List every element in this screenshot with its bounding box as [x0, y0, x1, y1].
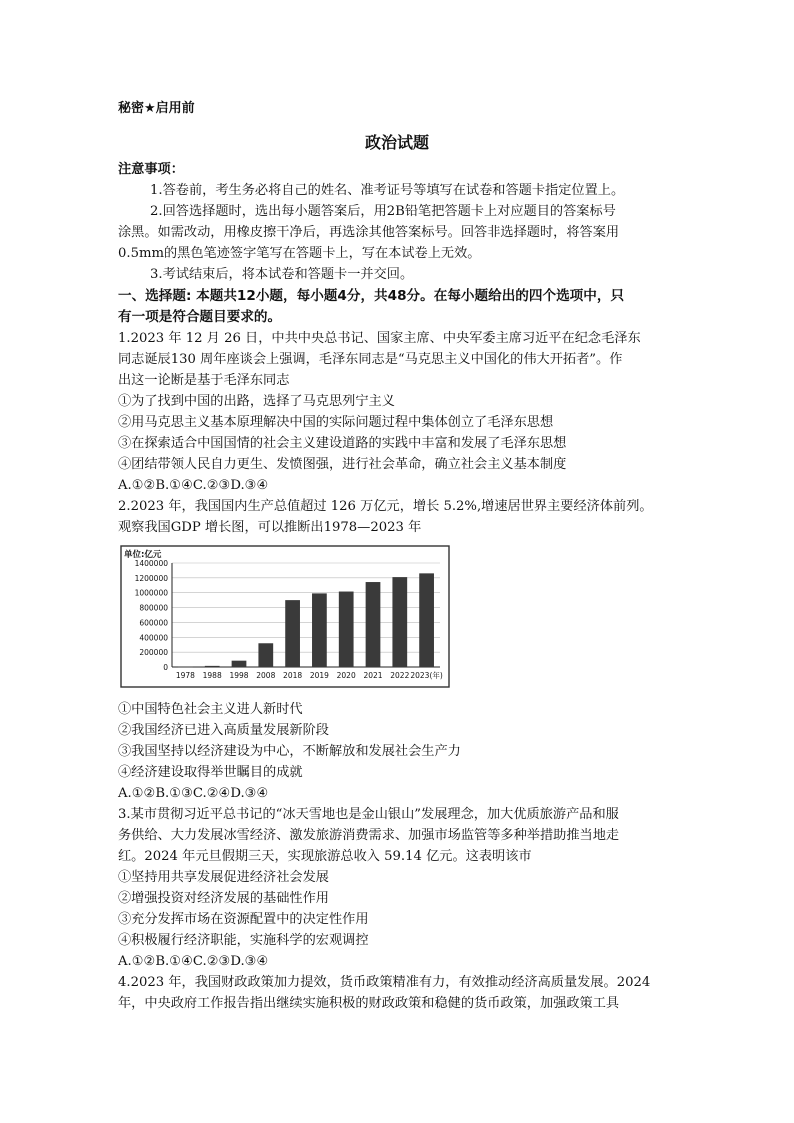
q2-stem: 观察我国GDP 增长图，可以推断出1978—2023 年 [118, 520, 422, 535]
q1-option: ②用马克思主义基本原理解决中国的实际问题过程中集体创立了毛泽东思想 [118, 415, 554, 430]
q2-answers: A.①②B.①③C.②④D.③④ [118, 786, 269, 801]
q1-stem: 同志诞辰130 周年座谈会上强调，毛泽东同志是“马克思主义中国化的伟大开拓者”。作 [118, 352, 623, 367]
chart-bar [419, 573, 434, 667]
q1-option: ④团结带领人民自力更生、发愤图强，进行社会革命，确立社会主义基本制度 [118, 457, 567, 472]
q2-option: ②我国经济已进入高质量发展新阶段 [118, 723, 329, 738]
chart-bar [285, 600, 300, 667]
notice-heading: 注意事项： [118, 162, 184, 177]
chart-x-tick-label: 2019 [309, 671, 329, 680]
chart-bar [366, 582, 381, 667]
chart-y-tick-label: 600000 [139, 618, 168, 628]
notice-line: 3.考试结束后，将本试卷和答题卡一并交回。 [150, 267, 414, 282]
chart-bar [232, 661, 247, 667]
chart-bar [178, 667, 193, 668]
q1-answers: A.①②B.①④C.②③D.③④ [118, 478, 269, 493]
notice-line: 涂黑。如需改动，用橡皮擦干净后，再选涂其他答案标号。回答非选择题时，将答案用 [118, 225, 620, 240]
chart-x-tick-label: 2021 [363, 671, 383, 680]
q1-stem: 1.2023 年 12 月 26 日，中共中央总书记、国家主席、中央军委主席习近平在纪念毛泽东 [118, 331, 641, 346]
gdp-bar-chart [120, 545, 450, 688]
q3-stem: 红。2024 年元旦假期三天，实现旅游总收入 59.14 亿元。这表明该市 [118, 849, 532, 864]
section-heading: 一、选择题: 本题共12小题，每小题4分，共48分。在每小题给出的四个选项中，只 [118, 288, 625, 304]
chart-x-tick-label: 1988 [202, 671, 222, 680]
q4-stem: 年，中央政府工作报告指出继续实施积极的财政政策和稳健的货币政策，加强政策工具 [118, 996, 620, 1011]
chart-y-tick-label: 0 [163, 663, 168, 672]
q1-stem: 出这一论断是基于毛泽东同志 [118, 373, 290, 388]
chart-x-tick-label: 2020 [336, 671, 356, 680]
page-title: 政治试题 [364, 133, 429, 152]
notice-line: 0.5mm的黑色笔迹签字笔写在答题卡上，写在本试卷上无效。 [118, 246, 481, 261]
chart-bar [205, 666, 220, 667]
notice-line: 2.回答选择题时，选出每小题答案后，用2B铅笔把答题卡上对应题目的答案标号 [150, 204, 616, 219]
q2-stem: 2.2023 年，我国国内生产总值超过 126 万亿元，增长 5.2%,增速居世界主要经济体前列。 [118, 499, 653, 514]
chart-y-tick-label: 200000 [139, 648, 168, 658]
chart-bar [339, 592, 354, 667]
chart-unit-label: 单位:亿元 [124, 550, 162, 560]
q2-option: ④经济建设取得举世瞩目的成就 [118, 765, 303, 780]
q3-option: ③充分发挥市场在资源配置中的决定性作用 [118, 912, 369, 927]
chart-x-tick-label: 2023(年) [410, 671, 443, 680]
q3-stem: 务供给、大力发展冰雪经济、激发旅游消费需求、加强市场监管等多种举措助推当地走 [118, 828, 620, 843]
notice-line: 1.答卷前，考生务必将自己的姓名、准考证号等填写在试卷和答题卡指定位置上。 [150, 183, 625, 198]
chart-y-tick-label: 400000 [139, 633, 168, 643]
q2-option: ①中国特色社会主义进人新时代 [118, 702, 303, 717]
chart-x-tick-label: 1978 [175, 671, 195, 680]
chart-x-tick-label: 1998 [229, 671, 249, 680]
q3-option: ④积极履行经济职能，实施科学的宏观调控 [118, 933, 369, 948]
chart-bar [312, 593, 327, 667]
q1-option: ①为了找到中国的出路，选择了马克思列宁主义 [118, 394, 395, 409]
chart-y-tick-label: 1000000 [134, 588, 168, 598]
chart-y-tick-label: 800000 [139, 603, 168, 613]
chart-y-tick-label: 1400000 [134, 559, 168, 568]
q2-option: ③我国坚持以经济建设为中心，不断解放和发展社会生产力 [118, 744, 461, 759]
chart-x-tick-label: 2008 [256, 671, 276, 680]
q3-option: ②增强投资对经济发展的基础性作用 [118, 891, 329, 906]
chart-x-tick-label: 2018 [283, 671, 303, 680]
q3-stem: 3.某市贯彻习近平总书记的“冰天雪地也是金山银山”发展理念，加大优质旅游产品和服 [118, 807, 619, 822]
q4-stem: 4.2023 年，我国财政政策加力提效，货币政策精准有力，有效推动经济高质量发展。2024 [118, 975, 651, 990]
chart-y-tick-label: 1200000 [134, 573, 168, 583]
chart-bar [258, 643, 273, 667]
q3-option: ①坚持用共享发展促进经济社会发展 [118, 870, 329, 885]
q3-answers: A.①②B.①④C.②③D.③④ [118, 954, 269, 969]
chart-bar [392, 577, 407, 667]
q1-option: ③在探索适合中国国情的社会主义建设道路的实践中丰富和发展了毛泽东思想 [118, 436, 567, 451]
chart-x-tick-label: 2022 [390, 671, 410, 680]
confidential-mark: 秘密★启用前 [118, 101, 195, 116]
section-heading: 有一项是符合题目要求的。 [118, 309, 282, 325]
